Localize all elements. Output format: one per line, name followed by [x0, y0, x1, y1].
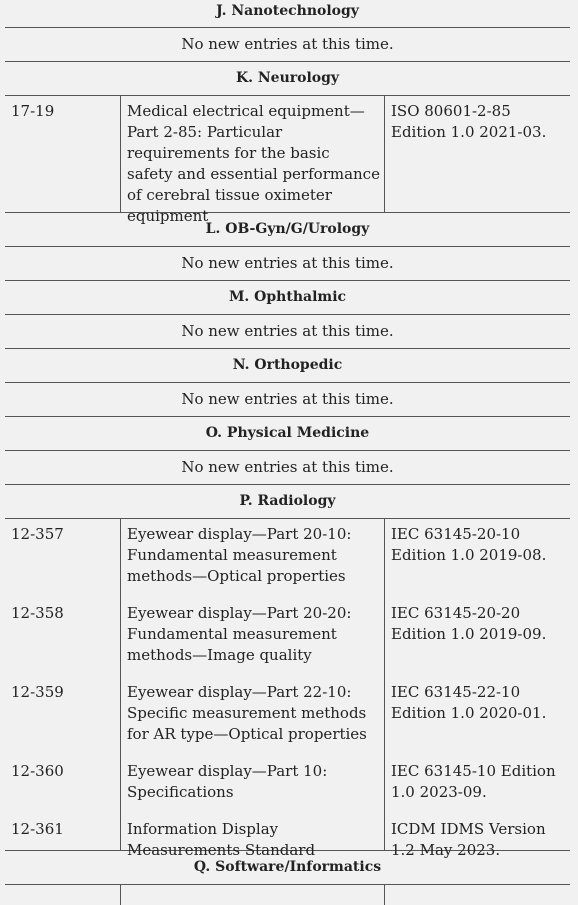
reference-column: [385, 519, 570, 859]
recognition-number-column: [5, 519, 121, 850]
empty-message: No new entries at this time.: [181, 35, 394, 53]
section-title: P. Radiology: [239, 493, 336, 509]
section-header-neurology: [5, 62, 570, 96]
section-title: K. Neurology: [235, 70, 340, 86]
recognition-number: 12-358: [11, 604, 64, 622]
standard-reference: IEC 63145-20-10 Edition 1.0 2019-08.: [391, 525, 547, 564]
recognition-number: 12-360: [11, 762, 64, 780]
section-header-radiology: [5, 485, 570, 519]
table-row: [5, 96, 570, 225]
recognition-number: 12-361: [11, 820, 64, 838]
section-header-physical-medicine: [5, 417, 570, 451]
standard-title: Eyewear display—Part 10: Specifications: [127, 762, 328, 801]
reference-cell: [385, 96, 570, 212]
recognition-number-cell: [5, 885, 121, 905]
empty-message: No new entries at this time.: [181, 322, 394, 340]
section-title: Q. Software/Informatics: [193, 859, 382, 875]
recognition-number: 17-19: [11, 102, 55, 120]
standard-title-column: [121, 519, 385, 859]
empty-message: No new entries at this time.: [181, 390, 394, 408]
section-header-ophthalmic: [5, 281, 570, 315]
empty-row-orthopedic: [5, 383, 570, 417]
section-title: M. Ophthalmic: [228, 289, 347, 305]
recognition-number: 12-357: [11, 525, 64, 543]
empty-row-physical-medicine: [5, 451, 570, 485]
section-title: O. Physical Medicine: [205, 425, 370, 441]
section-header-orthopedic: [5, 349, 570, 383]
standards-table: [5, 0, 570, 905]
section-header-nanotechnology: [5, 0, 570, 28]
standard-title-cell: [121, 885, 385, 905]
standard-reference: ISO 80601-2-85 Edition 1.0 2021-03.: [391, 102, 547, 141]
standard-title: Information Display Measurements Standard: [127, 820, 316, 859]
standard-reference: IEC 63145-20-20 Edition 1.0 2019-09.: [391, 604, 547, 643]
recognition-number: 12-359: [11, 683, 64, 701]
empty-row-nanotechnology: [5, 28, 570, 62]
standard-reference: IEC 63145-10 Edition 1.0 2023-09.: [391, 762, 556, 801]
section-title: J. Nanotechnology: [216, 3, 359, 19]
standard-title: Eyewear display—Part 20-20: Fundamental measurement methods—Image quality: [127, 604, 352, 664]
radiology-entries: [5, 519, 570, 859]
section-header-ob-gyn-urology: [5, 213, 570, 247]
empty-row-ob-gyn-urology: [5, 247, 570, 281]
standard-title: Eyewear display—Part 20-10: Fundamental measurement methods—Optical properties: [127, 525, 352, 585]
standard-reference: ICDM IDMS Version 1.2 May 2023.: [391, 820, 546, 859]
section-title: N. Orthopedic: [232, 357, 343, 373]
table-row-partial: [5, 885, 570, 905]
standard-title: Eyewear display—Part 22-10: Specific measurement methods for AR type—Optical properties: [127, 683, 367, 743]
empty-message: No new entries at this time.: [181, 254, 394, 272]
recognition-number-cell: [5, 96, 121, 212]
empty-message: No new entries at this time.: [181, 458, 394, 476]
standard-reference: IEC 63145-22-10 Edition 1.0 2020-01.: [391, 683, 547, 722]
section-title: L. OB-Gyn/G/Urology: [205, 221, 370, 237]
reference-cell: [385, 885, 570, 905]
empty-row-ophthalmic: [5, 315, 570, 349]
standard-title-cell: [121, 96, 385, 225]
standard-title: Medical electrical equipment—Part 2-85: Particular requirements for the basic safety and essential performance of cerebral tissue oximeter equipment: [127, 102, 380, 225]
